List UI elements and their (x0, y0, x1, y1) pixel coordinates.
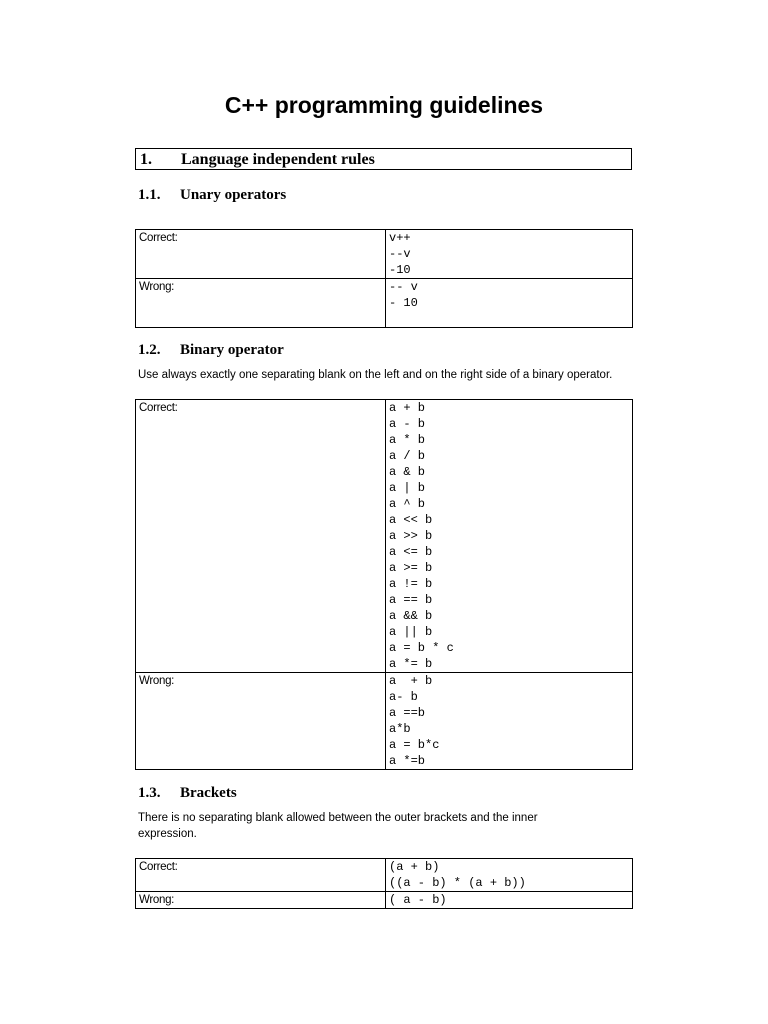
section-1-2-title: Binary operator (180, 342, 284, 358)
section-1-3-title: Brackets (180, 785, 237, 801)
section-1-heading (135, 148, 632, 170)
section-1-3-number: 1.3. (138, 785, 161, 801)
table-row-correct (136, 230, 633, 279)
table-row-correct (136, 400, 633, 673)
table-row-wrong (136, 279, 633, 328)
section-1-1-number: 1.1. (138, 187, 161, 203)
code-line: - 10 (389, 296, 418, 310)
table-row-correct (136, 859, 633, 892)
section-1-2-text: Use always exactly one separating blank on the left and on the right side of a binary operator. (138, 369, 613, 381)
code-line: a >> b (389, 529, 433, 543)
code-line: a - b (389, 417, 426, 431)
code-line: -10 (389, 263, 411, 277)
code-cell (386, 892, 633, 909)
code-line: v++ (389, 231, 411, 245)
section-1-number: 1. (140, 151, 152, 168)
code-line: a * b (389, 433, 426, 447)
code-cell (386, 859, 633, 892)
code-line: a >= b (389, 561, 433, 575)
brackets-table (135, 858, 633, 909)
row-label: Wrong: (136, 892, 386, 909)
code-line: a ^ b (389, 497, 426, 511)
row-label: Wrong: (136, 673, 386, 770)
code-line: (a + b) (389, 860, 440, 874)
table-row-wrong (136, 892, 633, 909)
code-line: --v (389, 247, 411, 261)
code-line: a << b (389, 513, 433, 527)
row-label: Correct: (136, 859, 386, 892)
code-line: a || b (389, 625, 433, 639)
row-label: Wrong: (136, 279, 386, 328)
binary-operator-table (135, 399, 633, 770)
row-label: Correct: (136, 400, 386, 673)
code-line: a = b * c (389, 641, 454, 655)
code-line: a & b (389, 465, 426, 479)
code-line: a = b*c (389, 738, 440, 752)
code-line: a + b (389, 401, 426, 415)
table-row-wrong (136, 673, 633, 770)
page-title: C++ programming guidelines (224, 92, 544, 118)
code-line: ( a - b) (389, 893, 447, 907)
code-cell (386, 673, 633, 770)
code-line: a *= b (389, 657, 433, 671)
section-1-3-text: There is no separating blank allowed between the outer brackets and the inner expression. (138, 812, 538, 840)
code-line: ((a - b) * (a + b)) (389, 876, 526, 890)
section-1-title: Language independent rules (181, 151, 375, 168)
code-cell (386, 279, 633, 328)
code-line: a != b (389, 577, 433, 591)
section-1-1-title: Unary operators (180, 187, 287, 203)
code-line: a ==b (389, 706, 426, 720)
code-line: a + b (389, 674, 433, 688)
code-line: a == b (389, 593, 433, 607)
row-label: Correct: (136, 230, 386, 279)
code-line: a | b (389, 481, 426, 495)
code-line: a / b (389, 449, 426, 463)
code-line: a <= b (389, 545, 433, 559)
code-line: a- b (389, 690, 418, 704)
code-cell (386, 400, 633, 673)
section-1-2-number: 1.2. (138, 342, 161, 358)
code-cell (386, 230, 633, 279)
unary-operators-table (135, 229, 633, 328)
code-line: a*b (389, 722, 411, 736)
code-line: a *=b (389, 754, 426, 768)
code-line: a && b (389, 609, 433, 623)
code-line: -- v (389, 280, 418, 294)
